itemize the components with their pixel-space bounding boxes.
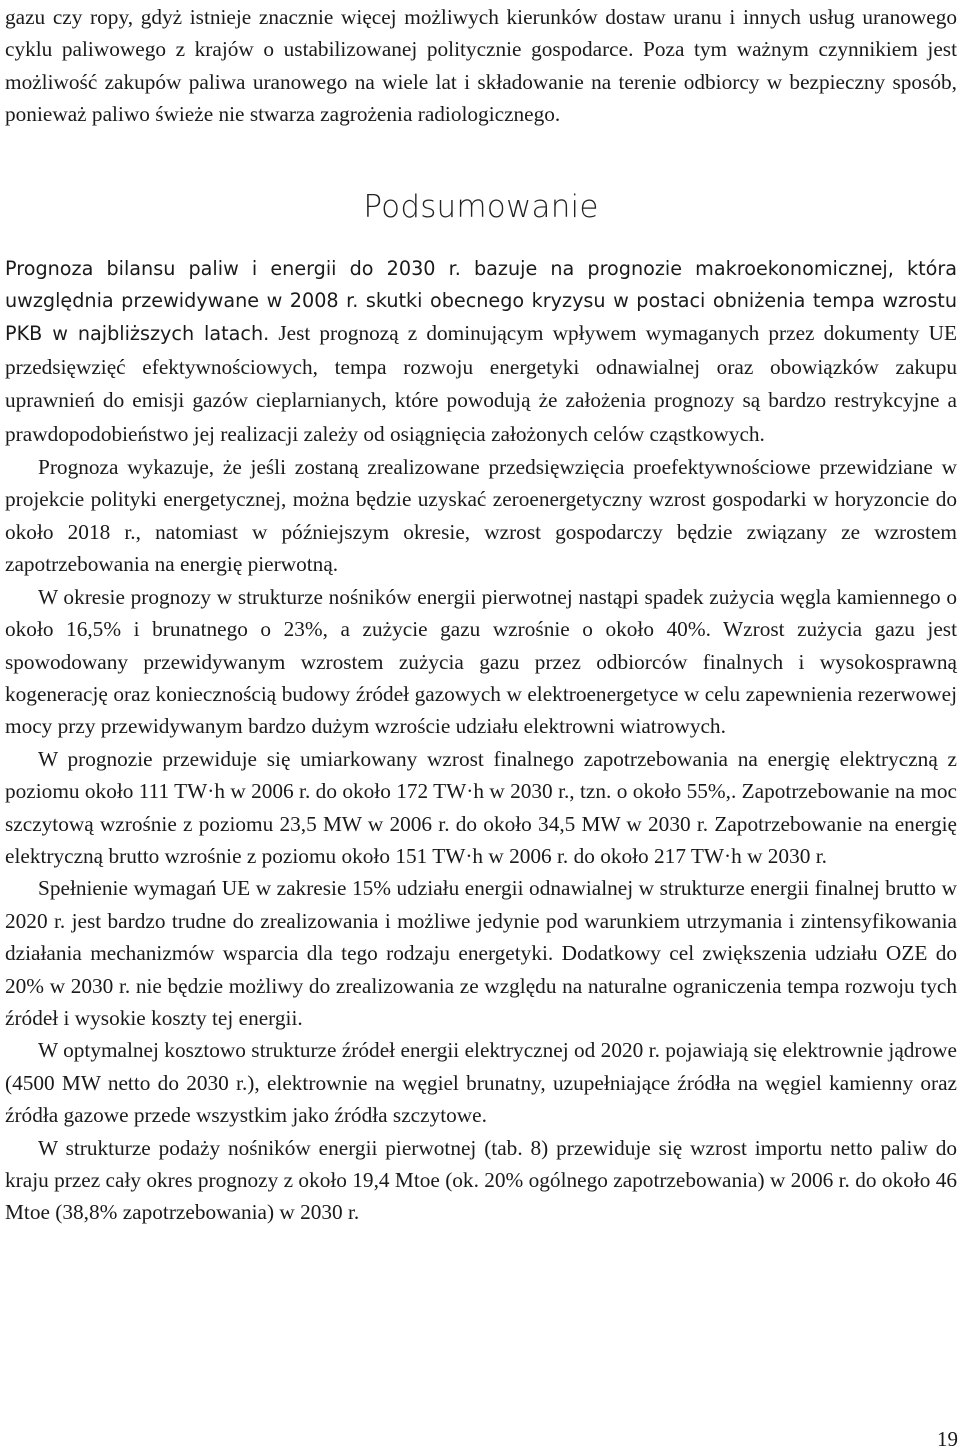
paragraph-5: W optymalnej kosztowo strukturze źródeł energii elektrycznej od 2020 r. pojawiają się elektrownie jądrowe (4500 MW netto do 2030 r.), elektrownie na węgiel brunatny, uzupełniające źródła na węgiel kamienny oraz źródła gazowe przede wszystkim jako źródła szczytowe.	[5, 1038, 957, 1128]
section-heading: Podsumowanie	[363, 188, 599, 225]
summary-sans-text: Prognoza bilansu paliw i energii do 2030 r. bazuje na prognozie makroekonomicznej, która uwzględnia przewidywane w 2008 r. skutki obecnego kryzysu w postaci obniżenia tempa wzrostu PKB w najbliższych latach.	[5, 256, 957, 346]
page-number: 19	[937, 1427, 958, 1451]
intro-paragraph: gazu czy ropy, gdyż istnieje znacznie więcej możliwych kierunków dostaw uranu i innych usług uranowego cyklu paliwowego z krajów o ustabilizowanej politycznie gospodarce. Poza tym ważnym czynnikiem jest możliwość zakupów paliwa uranowego na wiele lat i składowanie na terenie odbiorcy w bezpieczny sposób, ponieważ paliwo świeże nie stwarza zagrożenia radiologicznego.	[5, 5, 957, 127]
paragraph-6: W strukturze podaży nośników energii pierwotnej (tab. 8) przewiduje się wzrost importu netto paliw do kraju przez cały okres prognozy z około 19,4 Mtoe (ok. 20% ogólnego zapotrzebowania) w 2006 r. do około 46 Mtoe (38,8% zapotrzebowania) w 2030 r.	[5, 1135, 957, 1225]
paragraph-1: Prognoza wykazuje, że jeśli zostaną zrealizowane przedsięwzięcia proefektywnościowe przewidziane w projekcie polityki energetycznej, można będzie uzyskać zeroenergetyczny wzrost gospodarki w horyzoncie do około 2018 r., natomiast w późniejszym okresie, wzrost gospodarczy będzie związany ze wzrostem zapotrzebowania na energię pierwotną.	[5, 455, 957, 577]
paragraph-2: W okresie prognozy w strukturze nośników energii pierwotnej nastąpi spadek zużycia węgla kamiennego o około 16,5% i brunatnego o 23%, a zużycie gazu wzrośnie o około 40%. Wzrost zużycia gazu jest spowodowany przewidywanym wzrostem zużycia gazu przez odbiorców finalnych i wysokosprawną kogenerację oraz koniecznością budowy źródeł gazowych w elektroenergetyce w celu zapewnienia rezerwowej mocy przy przewidywanym bardzo dużym wzroście udziału elektrowni wiatrowych.	[5, 584, 957, 739]
summary-serif-text: Jest prognozą z dominującym wpływem wymaganych przez dokumenty UE przedsięwzięć efektywnościowych, tempa rozwoju energetyki odnawialnej oraz obowiązków zakupu uprawnień do emisji gazów cieplarnianych, które powodują że założenia prognozy są bardzo restrykcyjne a prawdopodobieństwo jej realizacji zależy od osiągnięcia założonych celów cząstkowych.	[5, 321, 957, 446]
paragraph-3: W prognozie przewiduje się umiarkowany wzrost finalnego zapotrzebowania na energię elektryczną z poziomu około 111 TW·h w 2006 r. do około 172 TW·h w 2030 r., tzn. o około 55%,. Zapotrzebowanie na moc szczytową wzrośnie z poziomu 23,5 MW w 2006 r. do około 34,5 MW w 2030 r. Zapotrzebowanie na energię elektryczną brutto wzrośnie z poziomu około 151 TW·h w 2006 r. do około 217 TW·h w 2030 r.	[5, 746, 957, 868]
paragraph-4: Spełnienie wymagań UE w zakresie 15% udziału energii odnawialnej w strukturze energii finalnej brutto w 2020 r. jest bardzo trudne do zrealizowania i możliwe jedynie pod warunkiem utrzymania i zintensyfikowania działania mechanizmów wsparcia dla tego rodzaju energetyki. Dodatkowy cel zwiększenia udziału OZE do 20% w 2030 r. nie będzie możliwy do zrealizowania ze względu na naturalne ograniczenia tempa rozwoju tych źródeł i wysokie koszty tej energii.	[5, 876, 957, 1030]
summary-paragraph	[5, 253, 957, 451]
document-page	[5, 0, 957, 1229]
